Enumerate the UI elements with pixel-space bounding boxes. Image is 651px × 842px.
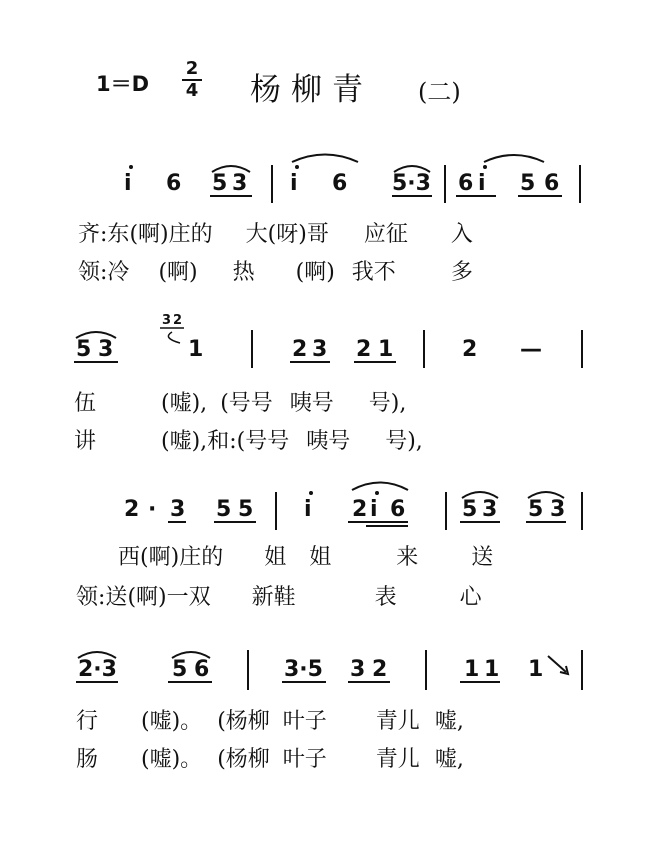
title-row bbox=[0, 58, 651, 112]
system-1 bbox=[0, 145, 651, 295]
system-1-notation bbox=[0, 145, 651, 205]
lyric-syllable: 姐 bbox=[264, 545, 287, 570]
song-title: 杨柳青 bbox=[250, 72, 373, 108]
lyric-syllable: (嘘), bbox=[161, 391, 208, 416]
slur bbox=[484, 155, 544, 162]
lyric-syllable: 新 bbox=[251, 585, 274, 610]
lyric-line-1 bbox=[118, 540, 493, 571]
lyric-syllable: (号号 bbox=[236, 429, 290, 454]
note: 3 bbox=[312, 337, 328, 362]
key-signature: 1＝D bbox=[96, 72, 150, 96]
lyric-syllable: 和: bbox=[207, 429, 237, 454]
system-4 bbox=[0, 628, 651, 778]
lyric-syllable: 领: bbox=[76, 585, 106, 610]
lyric-syllable: 行 bbox=[76, 709, 99, 734]
note: i bbox=[478, 171, 486, 196]
system-2 bbox=[0, 308, 651, 458]
lyric-syllable: 冷 bbox=[107, 260, 130, 285]
lyric-syllable: (啊) bbox=[158, 260, 198, 285]
high-dot bbox=[129, 165, 133, 169]
lyric-syllable: 送 bbox=[471, 545, 494, 570]
lyric-syllable: (嘘)。 bbox=[141, 709, 203, 734]
note: 2 bbox=[352, 497, 368, 522]
note: i bbox=[124, 171, 132, 196]
system-4-notation bbox=[0, 628, 651, 690]
meter-top: 2 bbox=[185, 58, 199, 79]
note: 5 bbox=[528, 497, 544, 522]
note: 6 bbox=[390, 497, 406, 522]
system-3 bbox=[0, 470, 651, 620]
note: 3 bbox=[232, 171, 248, 196]
grace-slur bbox=[168, 332, 180, 343]
lyric-syllable: 一双 bbox=[166, 585, 211, 610]
lyric-line-1 bbox=[78, 217, 473, 248]
lyric-syllable: 青儿 bbox=[375, 709, 420, 734]
note: 5 bbox=[520, 171, 536, 196]
lyric-syllable: (啊) bbox=[129, 222, 169, 247]
lyric-line-2 bbox=[76, 580, 482, 611]
note: 5 bbox=[216, 497, 232, 522]
note: 3 bbox=[170, 497, 186, 522]
lyric-line-2 bbox=[78, 255, 473, 286]
lyric-syllable: 肠 bbox=[76, 747, 99, 772]
system-3-notation bbox=[0, 470, 651, 530]
note: 5 bbox=[212, 171, 228, 196]
dash: — bbox=[520, 337, 542, 362]
lyric-syllable: 东 bbox=[107, 222, 130, 247]
note: 3 bbox=[550, 497, 566, 522]
note: 6 bbox=[194, 657, 210, 682]
lyric-syllable: (杨柳 bbox=[217, 709, 270, 734]
note: 6 bbox=[166, 171, 182, 196]
lyric-syllable: 热 bbox=[232, 260, 255, 285]
meter-bottom: 4 bbox=[185, 80, 199, 101]
system-2-notation bbox=[0, 308, 651, 368]
note: 1 bbox=[484, 657, 500, 682]
note: 5 bbox=[76, 337, 92, 362]
note: 5·3 bbox=[392, 171, 431, 196]
high-dot bbox=[295, 165, 299, 169]
dot: · bbox=[148, 497, 157, 522]
lyric-syllable: 鞋 bbox=[273, 585, 296, 610]
note: i bbox=[370, 497, 378, 522]
lyric-syllable: 哥 bbox=[306, 222, 329, 247]
grace-note: 2 bbox=[173, 313, 183, 328]
note: 2 bbox=[292, 337, 308, 362]
lyric-syllable: 齐: bbox=[78, 222, 108, 247]
note: 1 bbox=[378, 337, 394, 362]
high-dot bbox=[483, 165, 487, 169]
note: 2 bbox=[124, 497, 140, 522]
lyric-syllable: 嘘, bbox=[434, 747, 464, 772]
high-dot bbox=[309, 491, 313, 495]
note: 2 bbox=[462, 337, 478, 362]
lyric-syllable: 咦号 bbox=[289, 391, 334, 416]
note: i bbox=[290, 171, 298, 196]
note: 3·5 bbox=[284, 657, 323, 682]
glissando-arrow-icon bbox=[548, 656, 568, 674]
slur bbox=[292, 155, 358, 163]
note: 2·3 bbox=[78, 657, 117, 682]
note: 3 bbox=[350, 657, 366, 682]
note: 3 bbox=[482, 497, 498, 522]
note: 2 bbox=[356, 337, 372, 362]
lyric-syllable: 讲 bbox=[74, 429, 97, 454]
lyric-syllable: 叶子 bbox=[282, 747, 327, 772]
lyric-syllable: (啊) bbox=[295, 260, 335, 285]
lyric-syllable: 姐 bbox=[309, 545, 332, 570]
note: 6 bbox=[544, 171, 560, 196]
lyric-syllable: (嘘)。 bbox=[141, 747, 203, 772]
note: 1 bbox=[528, 657, 544, 682]
lyric-syllable: 西 bbox=[118, 545, 141, 570]
lyric-line-1 bbox=[74, 386, 406, 417]
note: 2 bbox=[372, 657, 388, 682]
lyric-line-2 bbox=[76, 742, 464, 773]
lyric-syllable: 领: bbox=[78, 260, 108, 285]
lyric-syllable: 来 bbox=[396, 545, 419, 570]
lyric-syllable: 号), bbox=[385, 429, 423, 454]
high-dot bbox=[375, 491, 379, 495]
lyric-syllable: 心 bbox=[459, 585, 482, 610]
lyric-syllable: 号), bbox=[368, 391, 407, 416]
note: 6 bbox=[332, 171, 348, 196]
lyric-syllable: 伍 bbox=[74, 391, 97, 416]
lyric-syllable: 多 bbox=[450, 260, 473, 285]
lyric-syllable: 大 bbox=[245, 222, 268, 247]
note: 1 bbox=[464, 657, 480, 682]
note: i bbox=[304, 497, 312, 522]
lyric-syllable: (啊) bbox=[127, 585, 167, 610]
lyric-syllable: 表 bbox=[374, 585, 397, 610]
lyric-syllable: 咦号 bbox=[306, 429, 351, 454]
lyric-syllable: 庄的 bbox=[168, 222, 213, 247]
lyric-syllable: 叶子 bbox=[282, 709, 327, 734]
lyric-syllable: (号号 bbox=[220, 391, 273, 416]
slur bbox=[352, 483, 408, 491]
lyric-syllable: 应征 bbox=[363, 222, 408, 247]
lyric-syllable: 我不 bbox=[351, 260, 396, 285]
grace-note: 3 bbox=[162, 313, 172, 328]
time-signature bbox=[182, 60, 202, 100]
lyric-syllable: 嘘, bbox=[434, 709, 464, 734]
lyric-syllable: 入 bbox=[450, 222, 473, 247]
song-part: (二) bbox=[418, 78, 461, 106]
lyric-syllable: 庄的 bbox=[179, 545, 224, 570]
note: 5 bbox=[462, 497, 478, 522]
lyric-syllable: (嘘), bbox=[161, 429, 208, 454]
lyric-syllable: (呀) bbox=[267, 222, 307, 247]
note: 3 bbox=[98, 337, 114, 362]
lyric-line-1 bbox=[76, 704, 464, 735]
lyric-syllable: (啊) bbox=[140, 545, 180, 570]
note: 6 bbox=[458, 171, 474, 196]
note: 5 bbox=[238, 497, 254, 522]
note: 5 bbox=[172, 657, 188, 682]
lyric-syllable: 送 bbox=[105, 585, 128, 610]
lyric-line-2 bbox=[74, 424, 423, 455]
lyric-syllable: 青儿 bbox=[375, 747, 420, 772]
lyric-syllable: (杨柳 bbox=[217, 747, 270, 772]
note: 1 bbox=[188, 337, 204, 362]
